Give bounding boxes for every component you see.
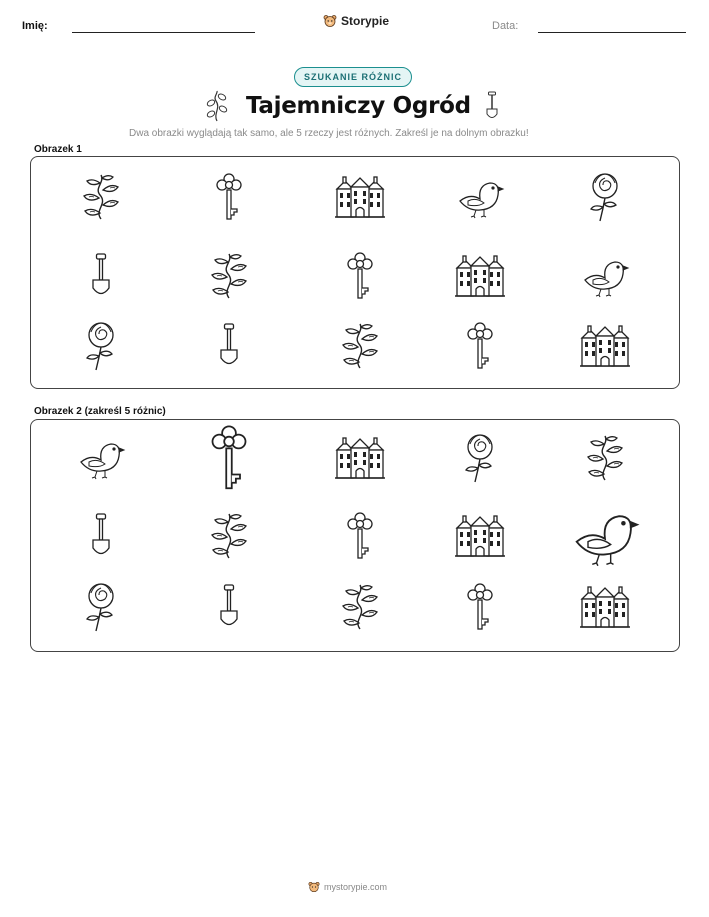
name-label: Imię: — [22, 20, 48, 32]
key-large-icon — [211, 425, 247, 491]
bird-facing-right-icon — [456, 175, 504, 219]
key-icon — [216, 173, 242, 221]
rose-icon — [463, 432, 497, 484]
shovel-icon — [218, 584, 240, 630]
activity-badge: SZUKANIE RÓŻNIC — [294, 67, 412, 87]
picture-2-label: Obrazek 2 (zakreśl 5 różnic) — [34, 406, 166, 417]
vine-icon — [340, 584, 380, 630]
bird-facing-right-icon — [581, 254, 629, 298]
instructions: Dwa obrazki wyglądają tak samo, ale 5 rzeczy jest różnych. Zakreśl je na dolnym obrazku! — [129, 128, 529, 139]
mansion-icon — [335, 436, 385, 480]
page-title: Tajemniczy Ogród — [246, 93, 471, 119]
vine-icon — [204, 90, 230, 122]
vine-icon — [81, 174, 121, 220]
key-icon — [467, 583, 493, 631]
bird-facing-right-icon — [77, 436, 125, 480]
key-icon — [347, 252, 373, 300]
shovel-icon — [90, 253, 112, 299]
key-icon — [347, 512, 373, 560]
date-field[interactable] — [538, 32, 686, 33]
mansion-icon — [580, 585, 630, 629]
mansion-icon — [580, 324, 630, 368]
vine-icon — [209, 253, 249, 299]
brand-name: Storypie — [341, 14, 390, 28]
date-label: Data: — [492, 20, 519, 32]
vine-icon — [209, 513, 249, 559]
mansion-icon — [455, 254, 505, 298]
mansion-icon — [455, 514, 505, 558]
rose-icon — [588, 171, 622, 223]
vine-icon — [585, 435, 625, 481]
bird-facing-right-large-icon — [571, 504, 639, 568]
vine-icon — [340, 323, 380, 369]
mansion-icon — [335, 175, 385, 219]
footer — [308, 881, 387, 893]
footer-url: mystorypie.com — [324, 882, 388, 892]
shovel-icon — [218, 323, 240, 369]
rose-icon — [84, 320, 118, 372]
bear-icon — [323, 14, 337, 28]
brand-logo — [323, 14, 389, 28]
rose-icon — [84, 581, 118, 633]
name-field[interactable] — [72, 32, 255, 33]
shovel-icon — [484, 91, 500, 121]
shovel-icon — [90, 513, 112, 559]
bear-icon — [308, 881, 320, 893]
picture-1-label: Obrazek 1 — [34, 144, 82, 155]
key-icon — [467, 322, 493, 370]
